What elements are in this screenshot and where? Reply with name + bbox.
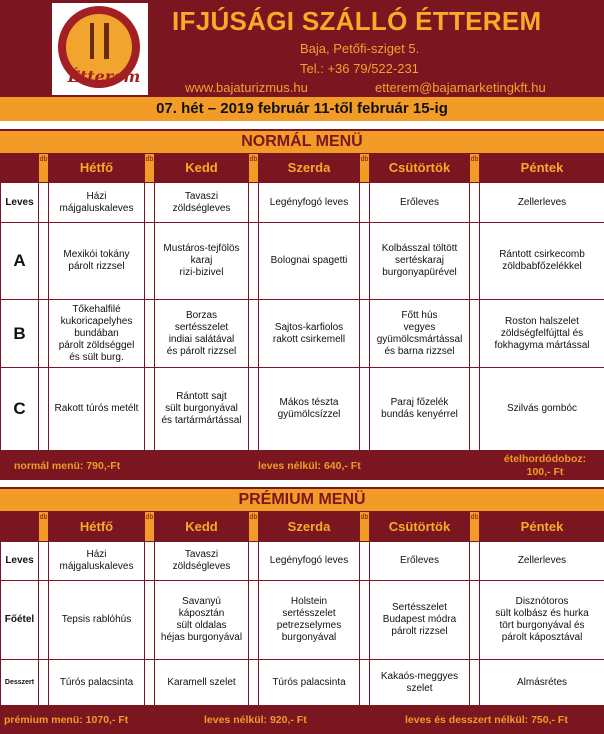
db-cell[interactable] [145, 223, 155, 300]
dish-cell: Kakaós-meggyes szelet [370, 660, 470, 706]
dish-cell: Almásrétes [480, 660, 604, 706]
row-label: Leves [1, 542, 39, 581]
dish-cell: Szilvás gombóc [480, 368, 604, 451]
dish-cell: Paraj főzelék bundás kenyérrel [370, 368, 470, 451]
day-header: Péntek [480, 154, 604, 183]
db-label: db [360, 154, 370, 183]
table-row [1, 542, 604, 581]
db-cell[interactable] [145, 542, 155, 581]
dish-cell: Tőkehalfilé kukoricapelyhes bundában párolt zöldséggel és sült burg. [49, 300, 145, 368]
normal-menu-title: NORMÁL MENÜ [0, 129, 604, 153]
row-label: Főétel [1, 581, 39, 660]
dish-cell: Savanyú káposztán sült oldalas héjas burgonyával [155, 581, 249, 660]
row-label: A [1, 223, 39, 300]
db-cell[interactable] [470, 581, 480, 660]
dish-cell: Rántott csirkecomb zöldbabfőzelékkel [480, 223, 604, 300]
db-cell[interactable] [39, 660, 49, 706]
row-label: Desszert [1, 660, 39, 706]
db-cell[interactable] [39, 368, 49, 451]
normal-menu-footer [0, 451, 604, 480]
row-label: Leves [1, 183, 39, 223]
dish-cell: Túrós palacsinta [49, 660, 145, 706]
table-row [1, 223, 604, 300]
day-header: Hétfő [49, 154, 145, 183]
dish-cell: Holstein sertésszelet petrezselymes burgonyával [259, 581, 360, 660]
db-cell[interactable] [39, 183, 49, 223]
premium-menu-footer [0, 706, 604, 734]
dish-cell: Főtt hús vegyes gyümölcsmártással és barna rizzsel [370, 300, 470, 368]
day-header: Szerda [259, 154, 360, 183]
db-cell[interactable] [470, 223, 480, 300]
db-cell[interactable] [145, 183, 155, 223]
db-cell[interactable] [39, 581, 49, 660]
db-cell[interactable] [249, 542, 259, 581]
db-cell[interactable] [470, 183, 480, 223]
db-cell[interactable] [470, 660, 480, 706]
dish-cell: Kolbásszal töltött sertéskaraj burgonyapürével [370, 223, 470, 300]
dish-cell: Rántott sajt sült burgonyával és tartármártással [155, 368, 249, 451]
dish-cell: Rakott túrós metélt [49, 368, 145, 451]
premium-no-soup-price: leves nélkül: 920,- Ft [204, 714, 307, 726]
dish-cell: Tavaszi zöldségleves [155, 542, 249, 581]
day-header: Hétfő [49, 512, 145, 542]
db-cell[interactable] [360, 300, 370, 368]
food-box-price: ételhordódoboz: 100,- Ft [503, 453, 587, 478]
db-cell[interactable] [39, 542, 49, 581]
db-label: db [145, 154, 155, 183]
day-header: Szerda [259, 512, 360, 542]
day-header: Csütörtök [370, 512, 470, 542]
row-label: C [1, 368, 39, 451]
dish-cell: Borzas sertésszelet indiai salátával és párolt rizzsel [155, 300, 249, 368]
phone: Tel.: +36 79/522-231 [300, 61, 419, 76]
db-label: db [470, 154, 480, 183]
db-cell[interactable] [470, 300, 480, 368]
table-row [1, 660, 604, 706]
dish-cell: Zellerleves [480, 183, 604, 223]
db-cell[interactable] [145, 660, 155, 706]
day-header: Csütörtök [370, 154, 470, 183]
db-cell[interactable] [249, 368, 259, 451]
premium-menu-table [0, 511, 604, 706]
db-cell[interactable] [360, 660, 370, 706]
db-cell[interactable] [360, 223, 370, 300]
dish-cell: Legényfogó leves [259, 542, 360, 581]
db-cell[interactable] [360, 368, 370, 451]
restaurant-title: IFJÚSÁGI SZÁLLÓ ÉTTEREM [172, 6, 542, 36]
day-header: Kedd [155, 512, 249, 542]
db-label: db [39, 154, 49, 183]
db-label: db [249, 512, 259, 542]
db-label: db [470, 512, 480, 542]
dish-cell: Legényfogó leves [259, 183, 360, 223]
normal-no-soup-price: leves nélkül: 640,- Ft [258, 460, 361, 472]
dish-cell: Roston halszelet zöldségfelfújttal és fokhagyma mártással [480, 300, 604, 368]
db-label: db [145, 512, 155, 542]
dish-cell: Zellerleves [480, 542, 604, 581]
db-cell[interactable] [249, 660, 259, 706]
dish-cell: Házi májgaluskaleves [49, 542, 145, 581]
db-cell[interactable] [39, 300, 49, 368]
table-row [1, 581, 604, 660]
db-cell[interactable] [249, 300, 259, 368]
corner-cell [1, 154, 39, 183]
db-cell[interactable] [249, 223, 259, 300]
table-row [1, 368, 604, 451]
knife-icon [104, 23, 109, 59]
dish-cell: Mákos tészta gyümölcsízzel [259, 368, 360, 451]
db-cell[interactable] [145, 300, 155, 368]
table-row [1, 300, 604, 368]
logo-script: Étterem [67, 67, 141, 86]
fork-icon [90, 23, 94, 59]
dish-cell: Túrós palacsinta [259, 660, 360, 706]
dish-cell: Erőleves [370, 542, 470, 581]
week-label: 07. hét – 2019 február 11-től február 15-ig [0, 97, 604, 121]
premium-no-soup-dessert-price: leves és desszert nélkül: 750,- Ft [405, 714, 568, 726]
restaurant-logo [52, 3, 148, 95]
address: Baja, Petőfi-sziget 5. [300, 41, 420, 56]
db-cell[interactable] [360, 183, 370, 223]
db-cell[interactable] [249, 183, 259, 223]
premium-menu-price: prémium menü: 1070,- Ft [4, 714, 129, 726]
normal-menu-table [0, 153, 604, 451]
db-cell[interactable] [145, 581, 155, 660]
db-cell[interactable] [470, 542, 480, 581]
db-cell[interactable] [39, 223, 49, 300]
db-cell[interactable] [360, 581, 370, 660]
db-label: db [360, 512, 370, 542]
corner-cell [1, 512, 39, 542]
dish-cell: Tavaszi zöldségleves [155, 183, 249, 223]
db-cell[interactable] [145, 368, 155, 451]
day-header: Kedd [155, 154, 249, 183]
day-header: Péntek [480, 512, 604, 542]
dish-cell: Mustáros-tejfölös karaj rizi-bizivel [155, 223, 249, 300]
db-label: db [249, 154, 259, 183]
dish-cell: Tepsis rablóhús [49, 581, 145, 660]
dish-cell: Sertésszelet Budapest módra párolt rizzsel [370, 581, 470, 660]
dish-cell: Erőleves [370, 183, 470, 223]
premium-menu-title: PRÉMIUM MENÜ [0, 487, 604, 511]
db-cell[interactable] [470, 368, 480, 451]
row-label: B [1, 300, 39, 368]
email-link[interactable]: etterem@bajamarketingkft.hu [375, 80, 546, 95]
db-label: db [39, 512, 49, 542]
dish-cell: Házi májgaluskaleves [49, 183, 145, 223]
dish-cell: Disznótoros sült kolbász és hurka tört burgonyával és párolt káposztával [480, 581, 604, 660]
normal-menu-price: normál menü: 790,-Ft [14, 460, 121, 472]
dish-cell: Bolognai spagetti [259, 223, 360, 300]
header-banner [0, 0, 604, 97]
db-cell[interactable] [249, 581, 259, 660]
table-row [1, 183, 604, 223]
dish-cell: Karamell szelet [155, 660, 249, 706]
dish-cell: Mexikói tokány párolt rizzsel [49, 223, 145, 300]
website-link[interactable]: www.bajaturizmus.hu [185, 80, 308, 95]
dish-cell: Sajtos-karfiolos rakott csirkemell [259, 300, 360, 368]
db-cell[interactable] [360, 542, 370, 581]
